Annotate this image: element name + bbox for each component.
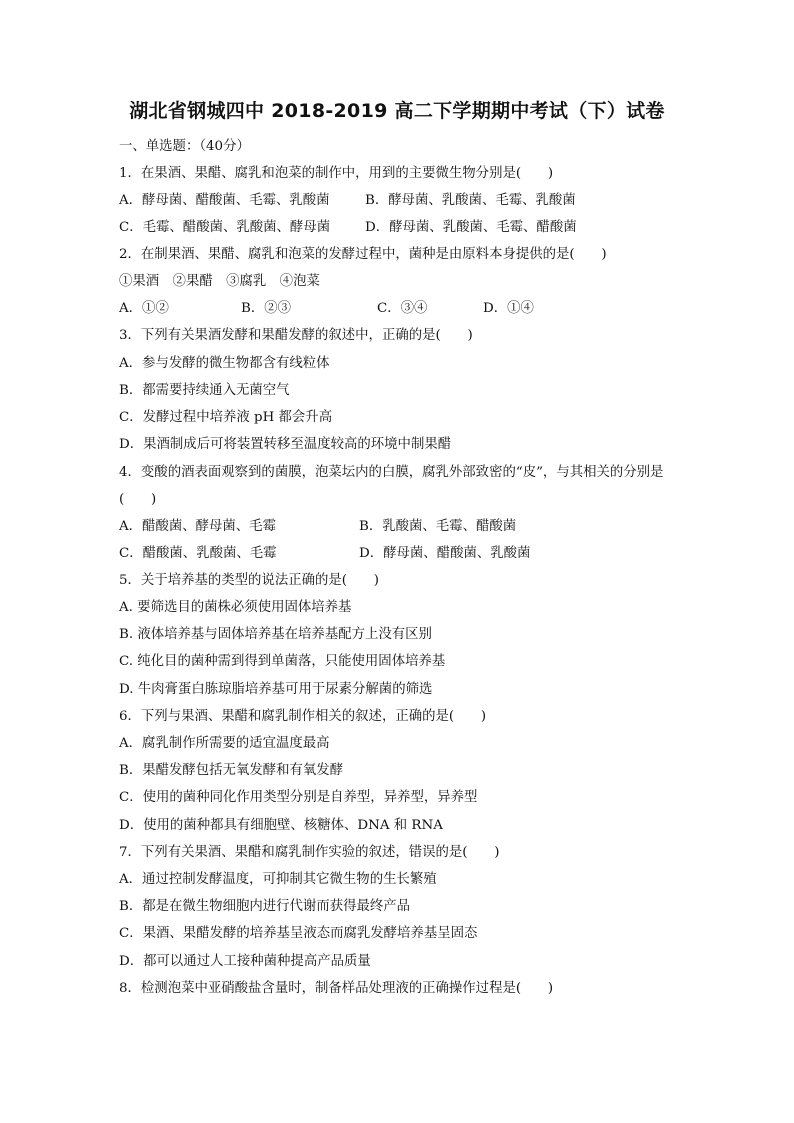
question-1-option-a: A．酵母菌、醋酸菌、毛霉、乳酸菌 (119, 193, 330, 208)
question-1-stem: 1．在果酒、果醋、腐乳和泡菜的制作中，用到的主要微生物分别是( ) (119, 166, 554, 181)
question-6-option-c: C．使用的菌种同化作用类型分别是自养型，异养型，异养型 (119, 790, 478, 805)
question-4-stem: 4．变酸的酒表面观察到的菌膜，泡菜坛内的白膜，腐乳外部致密的“皮”，与其相关的分别是( ) (119, 465, 664, 507)
question-4-option-c: C．醋酸菌、乳酸菌、毛霉 (119, 546, 277, 561)
question-5-option-a: A. 要筛选目的菌株必须使用固体培养基 (119, 600, 352, 615)
question-2-options (119, 299, 699, 319)
question-2-stem: 2．在制果酒、果醋、腐乳和泡菜的发酵过程中，菌种是由原料本身提供的是( ) (119, 247, 607, 262)
question-3-option-a: A．参与发酵的微生物都含有线粒体 (119, 356, 330, 371)
question-6-option-a: A．腐乳制作所需要的适宜温度最高 (119, 736, 330, 751)
question-1-option-d: D．酵母菌、乳酸菌、毛霉、醋酸菌 (365, 220, 577, 235)
question-1-option-b: B．酵母菌、乳酸菌、毛霉、乳酸菌 (365, 193, 576, 208)
question-1-option-c: C．毛霉、醋酸菌、乳酸菌、酵母菌 (119, 220, 331, 235)
question-1-options-row-1 (119, 191, 699, 211)
question-7-option-a: A．通过控制发酵温度，可抑制其它微生物的生长繁殖 (119, 872, 437, 887)
page-title: 湖北省钢城四中 2018-2019 高二下学期期中考试（下）试卷 (129, 100, 665, 122)
question-4-option-a: A．醋酸菌、酵母菌、毛霉 (119, 519, 276, 534)
question-3-stem: 3．下列有关果酒发酵和果醋发酵的叙述中，正确的是( ) (119, 328, 473, 343)
question-4-options-row-1 (119, 517, 699, 537)
question-2-items: ①果酒 ②果醋 ③腐乳 ④泡菜 (119, 274, 320, 289)
question-5-stem: 5．关于培养基的类型的说法正确的是( ) (119, 573, 379, 588)
question-5-option-d: D. 牛肉膏蛋白胨琼脂培养基可用于尿素分解菌的筛选 (119, 682, 433, 697)
section-heading: 一、单选题：（40分） (119, 139, 250, 154)
question-2-option-b: B．②③ (241, 301, 292, 316)
question-5-option-c: C. 纯化目的菌种需到得到单菌落，只能使用固体培养基 (119, 654, 446, 669)
question-3-option-c: C．发酵过程中培养液 pH 都会升高 (119, 410, 333, 425)
question-3-option-b: B．都需要持续通入无菌空气 (119, 383, 290, 398)
question-7-option-d: D．都可以通过人工接种菌种提高产品质量 (119, 954, 371, 969)
question-4-options-row-2 (119, 544, 699, 564)
question-8-stem: 8．检测泡菜中亚硝酸盐含量时，制备样品处理液的正确操作过程是( ) (119, 981, 554, 996)
question-3-option-d: D．果酒制成后可将装置转移至温度较高的环境中制果醋 (119, 437, 452, 452)
question-6-option-d: D．使用的菌种都具有细胞壁、核糖体、DNA 和 RNA (119, 818, 443, 833)
question-2-option-a: A．①② (119, 301, 169, 316)
question-7-option-b: B．都是在微生物细胞内进行代谢而获得最终产品 (119, 899, 411, 914)
question-6-option-b: B．果醋发酵包括无氧发酵和有氧发酵 (119, 763, 344, 778)
question-5-option-b: B. 液体培养基与固体培养基在培养基配方上没有区别 (119, 627, 432, 642)
question-7-stem: 7．下列有关果酒、果醋和腐乳制作实验的叙述，错误的是( ) (119, 845, 500, 860)
question-6-stem: 6．下列与果酒、果醋和腐乳制作相关的叙述，正确的是( ) (119, 709, 487, 724)
question-4-option-d: D．酵母菌、醋酸菌、乳酸菌 (359, 546, 531, 561)
question-4-option-b: B．乳酸菌、毛霉、醋酸菌 (359, 519, 517, 534)
question-2-option-d: D．①④ (483, 301, 534, 316)
question-2-option-c: C．③④ (377, 301, 428, 316)
question-1-options-row-2 (119, 218, 699, 238)
question-7-option-c: C．果酒、果醋发酵的培养基呈液态而腐乳发酵培养基呈固态 (119, 926, 478, 941)
